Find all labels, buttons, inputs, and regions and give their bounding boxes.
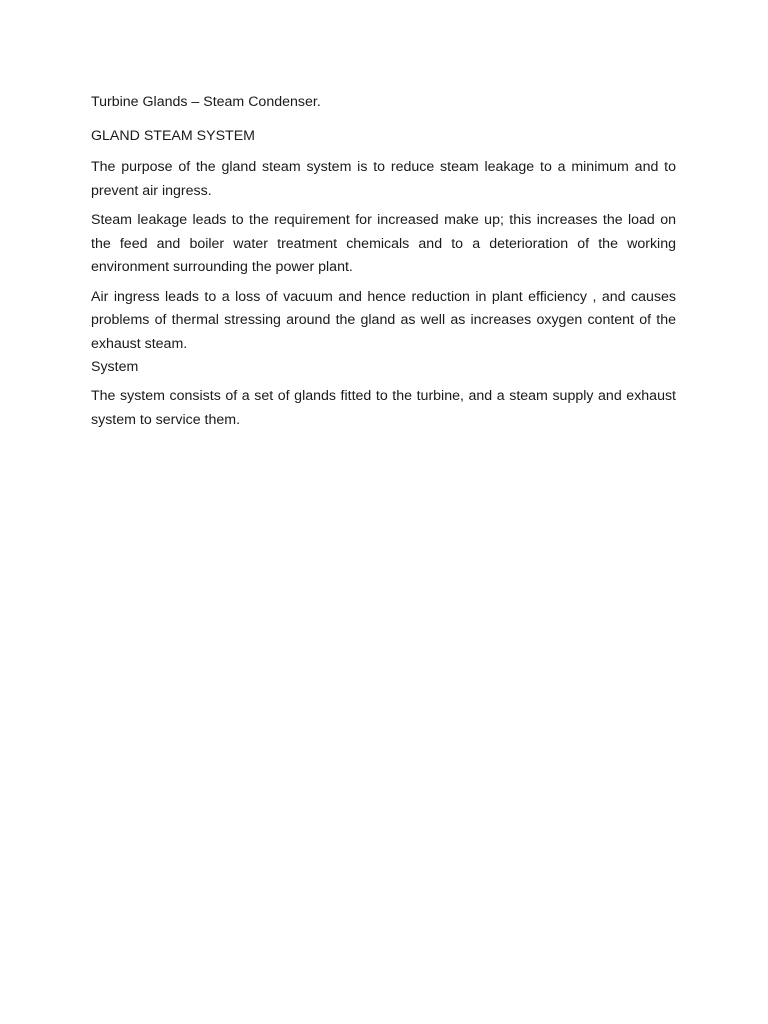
- document-body: [91, 93, 676, 438]
- paragraph-steam-leakage: Steam leakage leads to the requirement for increased make up; this increases the load on the feed and boiler water treatment chemicals and to a deterioration of the working environment surrounding the power plant.: [91, 212, 676, 275]
- document-title: Turbine Glands – Steam Condenser.: [91, 94, 321, 110]
- paragraph-purpose: The purpose of the gland steam system is to reduce steam leakage to a minimum and to prevent air ingress.: [91, 159, 676, 199]
- paragraph-air-ingress: Air ingress leads to a loss of vacuum and hence reduction in plant efficiency , and causes problems of thermal stressing around the gland as well as increases oxygen content of the exhaust steam.: [91, 288, 676, 352]
- paragraph-system: The system consists of a set of glands fitted to the turbine, and a steam supply and exhaust system to service them.: [91, 388, 676, 428]
- section-heading: GLAND STEAM SYSTEM: [91, 128, 255, 144]
- subsection-heading: System: [91, 359, 139, 375]
